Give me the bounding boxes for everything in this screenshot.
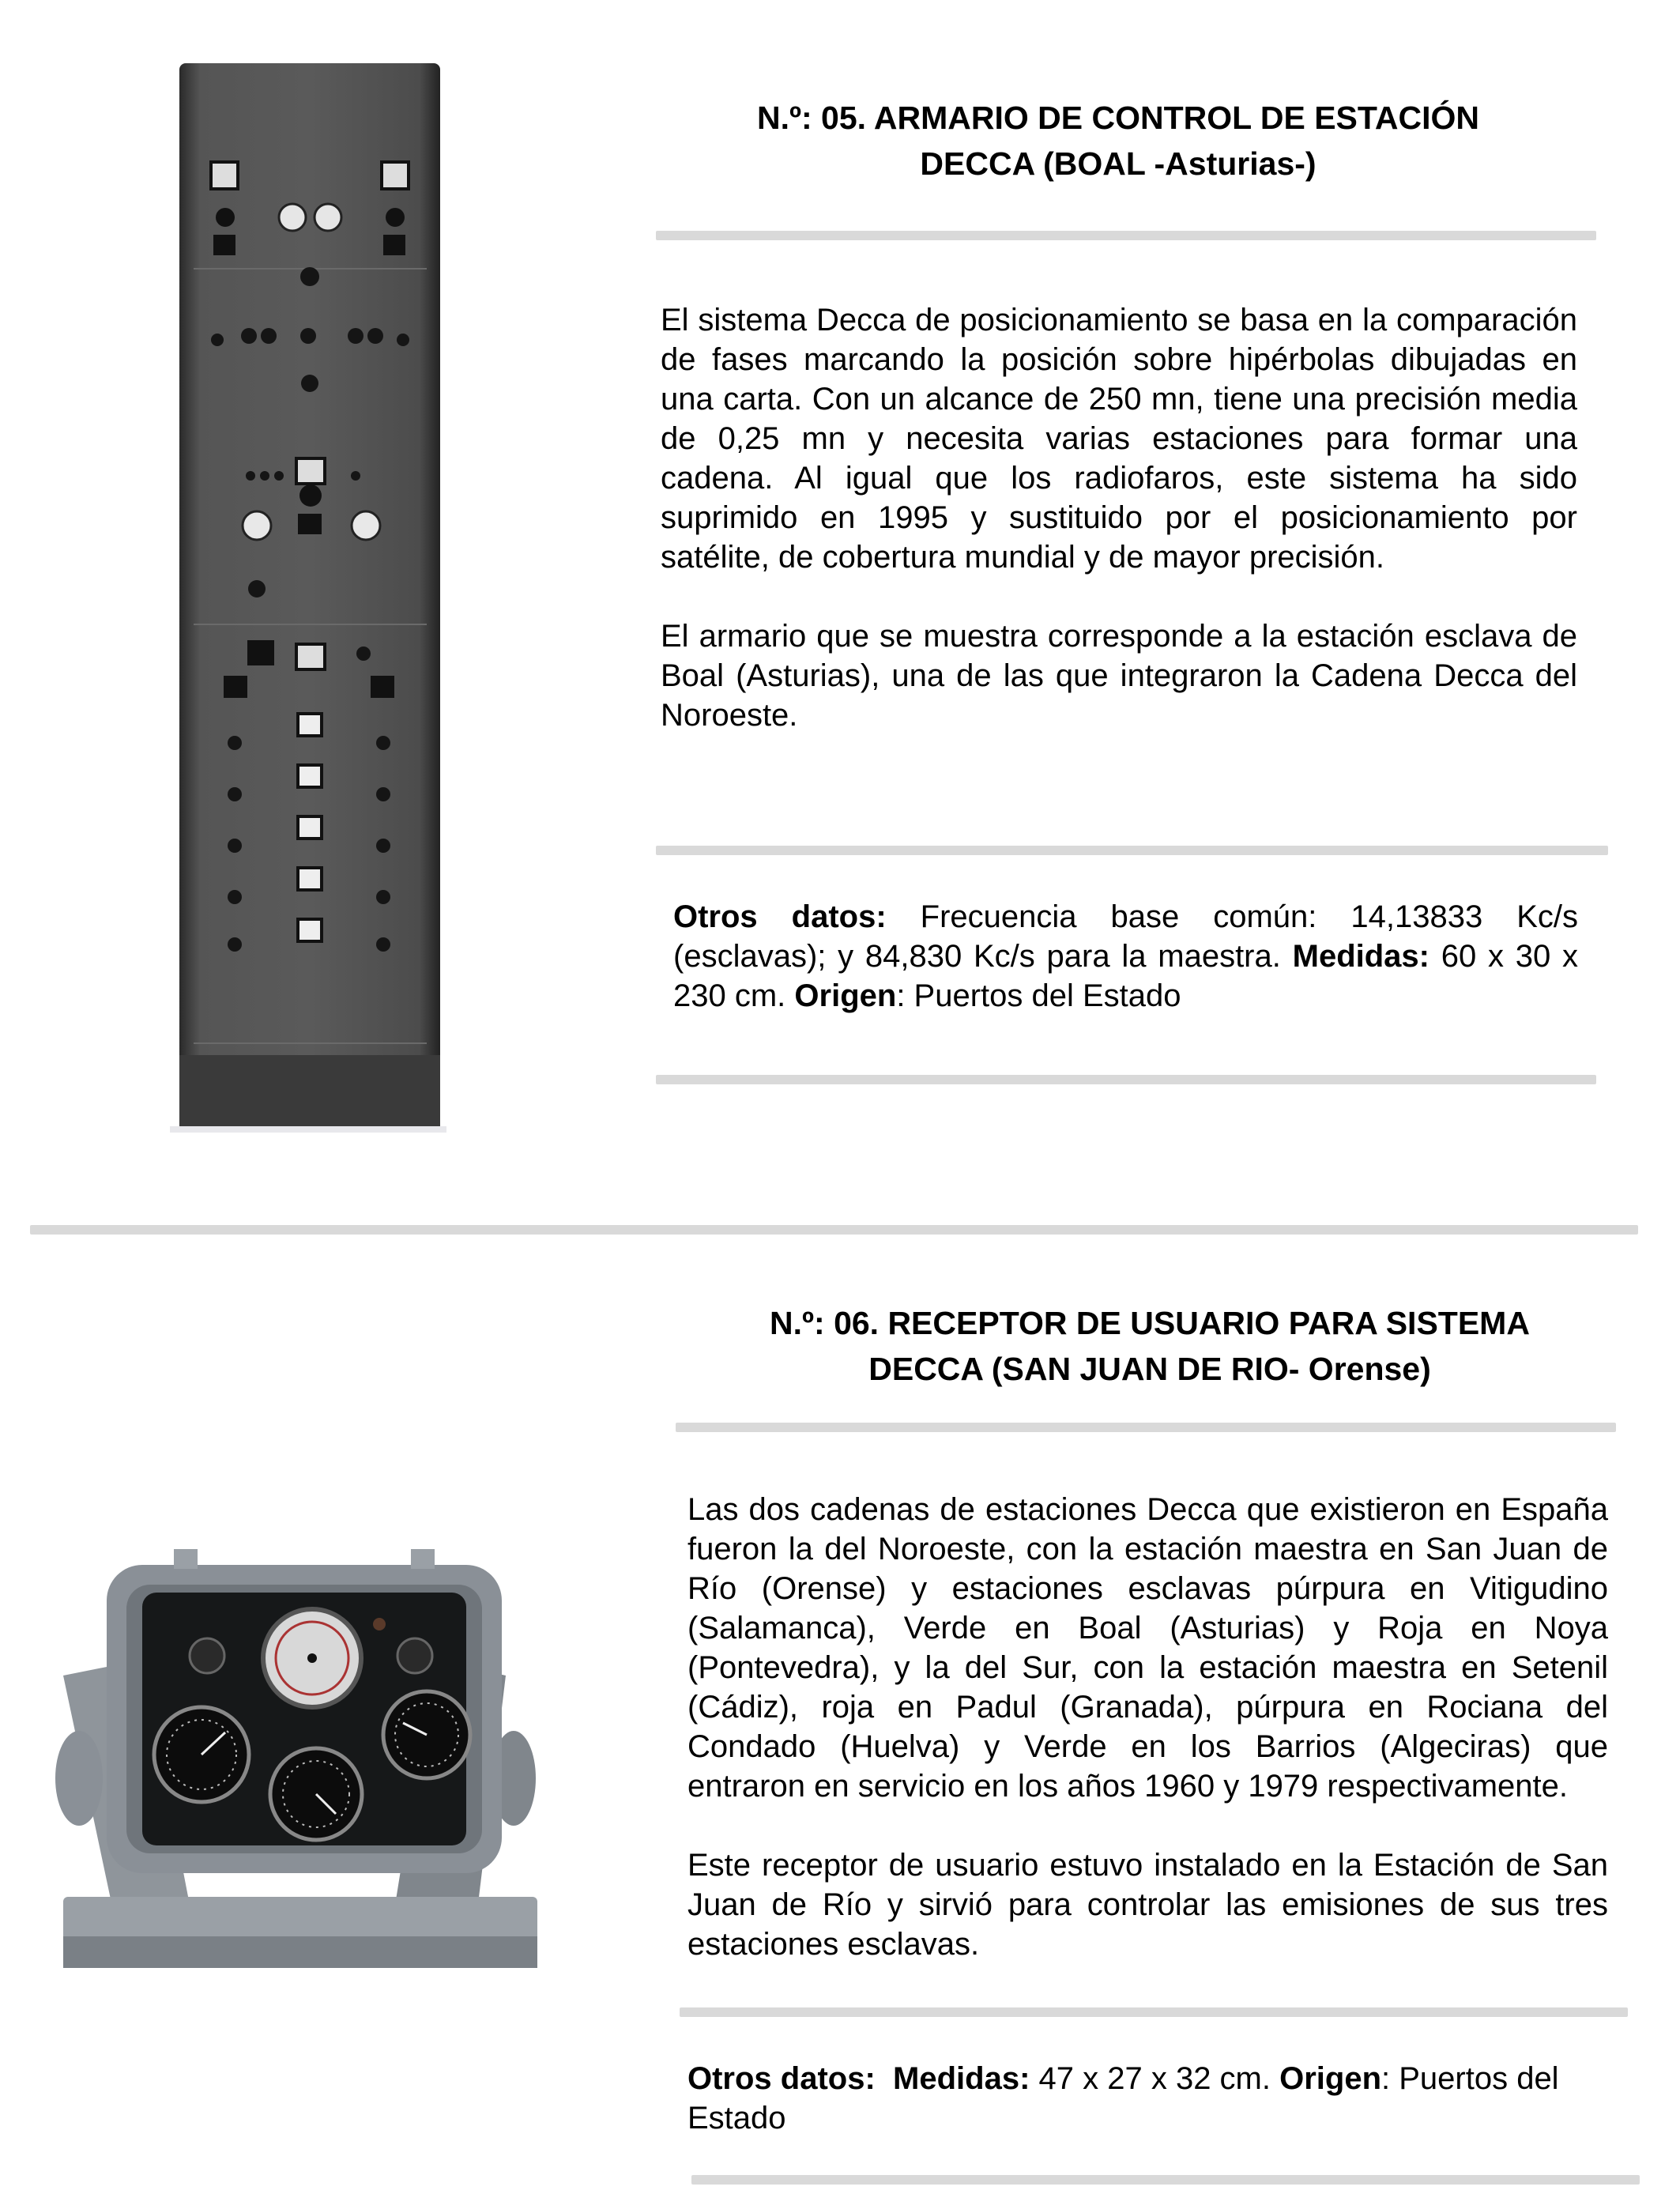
measures-label: Medidas: xyxy=(1292,939,1430,974)
item-05-title-line1: N.º: 05. ARMARIO DE CONTROL DE ESTACIÓN xyxy=(757,100,1479,136)
other-data-label: Otros datos: xyxy=(687,2061,876,2096)
measures-label: Medidas: xyxy=(893,2061,1030,2096)
origin-label: Origen xyxy=(794,978,897,1013)
divider xyxy=(656,1075,1596,1084)
item-06-title-line2: DECCA (SAN JUAN DE RIO- Orense) xyxy=(868,1351,1431,1387)
divider xyxy=(680,2007,1628,2017)
divider xyxy=(691,2175,1640,2185)
item-05-title-line2: DECCA (BOAL -Asturias-) xyxy=(920,145,1317,182)
divider xyxy=(676,1423,1616,1432)
item-05-paragraph: El sistema Decca de posicionamiento se basa en la comparación de fases marcando la posición sobre hipérbolas dibujadas en una carta. Con un alcance de 250 mn, tiene una precisión media de 0,25 mn y necesita varias estaciones para formar una cadena. Al igual que los radiofaros, este sistema ha sido suprimido en 1995 y sustituido por el posicionamiento por satélite, de cobertura mundial y de mayor precisión. xyxy=(661,303,1577,575)
item-05-description xyxy=(661,300,1577,735)
item-06-title xyxy=(687,1300,1612,1392)
item-05-paragraph: El armario que se muestra corresponde a la estación esclava de Boal (Asturias), una de las que integraron la Cadena Decca del Noroeste. xyxy=(661,619,1577,733)
cabinet-photo xyxy=(162,59,454,1134)
receiver-photo xyxy=(32,1525,561,1984)
measures-value: 47 x 27 x 32 cm. xyxy=(1030,2061,1280,2096)
section-divider xyxy=(30,1225,1638,1235)
item-05-other-data xyxy=(673,897,1578,1016)
origin-label: Origen xyxy=(1279,2061,1381,2096)
divider xyxy=(656,846,1608,855)
frequency-text: Frecuencia base común: 14,13833 Kc/s (esclavas); y 84,830 Kc/s para la maestra. xyxy=(673,899,1578,974)
item-06-paragraph: Este receptor de usuario estuvo instalado en la Estación de San Juan de Río y sirvió para controlar las emisiones de sus tres estaciones esclavas. xyxy=(687,1848,1608,1962)
divider xyxy=(656,231,1596,240)
item-06-description xyxy=(687,1490,1608,1964)
item-06-paragraph: Las dos cadenas de estaciones Decca que existieron en España fueron la del Noroeste, con la estación maestra en San Juan de Río (Orense) y estaciones esclavas púrpura en Vitigudino (Salamanca), Verde en Boal (Asturias) y Roja en Noya (Pontevedra), y la del Sur, con la estación maestra en Setenil (Cádiz), roja en Padul (Granada), púrpura en Rociana del Condado (Huelva) y Verde en los Barrios (Algeciras) que entraron en servicio en los años 1960 y 1979 respectivamente. xyxy=(687,1492,1608,1804)
measures-value: 60 x 30 x 230 cm. xyxy=(673,939,1579,1013)
item-05-title xyxy=(656,95,1580,187)
item-06-title-line1: N.º: 06. RECEPTOR DE USUARIO PARA SISTEMA xyxy=(770,1305,1530,1341)
other-data-label: Otros datos: xyxy=(673,899,887,934)
origin-value: : Puertos del Estado xyxy=(896,978,1181,1013)
item-06-other-data xyxy=(687,2059,1604,2138)
origin-value: : Puertos del Estado xyxy=(687,2061,1559,2136)
